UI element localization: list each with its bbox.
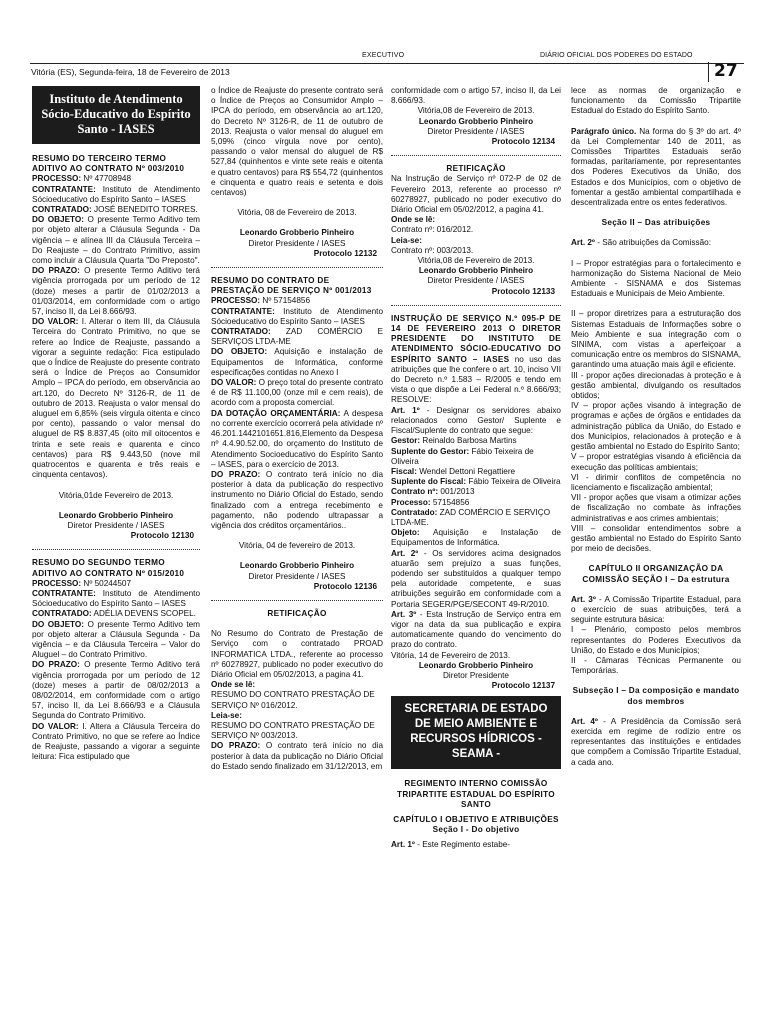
column-4 bbox=[571, 86, 741, 768]
value-clause: DO VALOR: I. Altera a Cláusula Terceira do Contrato Primitivo, no que se refere ao Índice de Reajuste, passando a vigorar a seguinte leitura: Fica estipulado que bbox=[32, 721, 200, 762]
object-clause: DO OBJETO: O presente Termo Aditivo tem por objeto alterar a Cláusula Segunda - Da vigência – e da Cláusula Terceira – Valor do Aluguel – do Contrato Primitivo. bbox=[32, 619, 200, 660]
page-number: 27 bbox=[714, 61, 738, 81]
contractor-line: CONTRATANTE: Instituto de Atendimento Sócioeducativo do Espírito Santo – IASES bbox=[32, 588, 200, 609]
signer-name: Leonardo Grobberio Pinheiro bbox=[239, 561, 355, 571]
signer-role: Diretor Presidente / IASES bbox=[427, 126, 525, 136]
instruction-intro: INSTRUÇÃO DE SERVIÇO N.º 095-P DE 14 DE FEVEREIRO 2013 O DIRETOR PRESIDENTE DO INSTITUTO DE ATENDIMENTO SÓCIO-EDUCATIVO DO ESPÍRITO SANTO – IASES no uso das atribuições que lhe confere o art. 10, inciso VII do Decreto n.º 1.583 – R/2005 e tendo em vista o que dispõe a Lei Federal n.º 8.666/93; RESOLVE: bbox=[391, 313, 561, 405]
deputy-manager-line: Suplente do Gestor: Fábio Teixeira de Oliveira bbox=[391, 446, 534, 466]
signer-name: Leonardo Grobberio Pinheiro bbox=[239, 228, 355, 238]
article-title: RESUMO DO TERCEIRO TERMO ADITIVO AO CONTRATO Nº 003/2010 bbox=[32, 154, 185, 174]
read-as-label: Leia-se: bbox=[211, 710, 242, 720]
signer-role: Diretor Presidente / IASES bbox=[427, 276, 525, 286]
list-item: I – Plenário, composto pelos membros representantes do Poderes Executivos da União, do Estado e dos Municípios; bbox=[571, 625, 741, 655]
article-3: Art. 3º - Esta Instrução de Serviço entra em vigor na data da sua publicação e expira automaticamente quando do vencimento do prazo do contrato. bbox=[391, 609, 562, 650]
article-separator bbox=[391, 155, 561, 156]
article-1: Art. 1º - Este Regimento estabe- bbox=[391, 840, 511, 850]
manager-line: Gestor: Reinaldo Barbosa Martins bbox=[391, 436, 517, 446]
signature-block bbox=[391, 117, 561, 148]
publication-name: DIÁRIO OFICIAL DOS PODERES DO ESTADO bbox=[540, 52, 693, 59]
value-clause: DO VALOR: I. Alterar o item III, da Cláusula Terceira do Contrato Primitivo, no que se refere ao Índice de Reajuste, passando a vigorar a seguinte redação: Fica estipulado que o Índice de Reajuste do presente contrato será o Índice de Preços ao Consumidor Amplo – IPCA do período, em observância ao art.120, do Decreto Nº 3126-R, de 11 de outubro de 2013. Reajusta o valor mensal do aluguel em 6,85% (seis vírgula oitenta e cinco por cento), passando o valor mensal do aluguel de R$ 8.837,45 (oito mil oitocentos e trinta e sete reais e quarenta e cinco centavos) para R$ 9.443,50 (nove mil quatrocentos e quarenta e três reais e cinquenta centavos). bbox=[32, 317, 200, 480]
article-4: Art. 4º - A Presidência da Comissão será exercida em regime de rodízio entre os representantes das instituições e entidades que compõem a Comissão Tripartite Estadual, a cada ano. bbox=[571, 716, 742, 767]
list-item: VIII – consolidar entendimentos sobre a gestão ambiental no Estado do Espírito Santo por meio de decisões. bbox=[571, 523, 741, 554]
object-clause: DO OBJETO: Aquisição e instalação de Equipamentos de Informática, conforme especificações contidas no Anexo I bbox=[211, 347, 383, 377]
process-line: Processo: 57154856 bbox=[391, 497, 470, 507]
list-item: V – propor estratégias visando à eficiência da execução das políticas ambientais; bbox=[571, 452, 741, 472]
term-clause: DO PRAZO: O presente Termo Aditivo terá vigência prorrogada por um período de 12 (doze) meses a partir de 01/02/2013 a 01/03/2014, em conformidade com o artigo 57, inciso II, da Lei 8.666/93. bbox=[32, 266, 200, 317]
signer-name: Leonardo Grobberio Pinheiro bbox=[418, 660, 534, 670]
where-reads-text: RESUMO DO CONTRATO PRESTAÇÃO DE SERVIÇO Nº 016/2012. bbox=[211, 690, 375, 710]
read-as-text: Contrato nº: 003/2013. bbox=[391, 245, 474, 255]
contracted-line: CONTRATADO: ADÉLIA DEVENS SCOPEL. bbox=[32, 609, 196, 619]
regulation-title: REGIMENTO INTERNO COMISSÃO TRIPARTITE ESTADUAL DO ESPÍRITO SANTO bbox=[397, 779, 555, 809]
rectification-body: No Resumo do Contrato de Prestação de Serviço com o contratado PROAD INFORMATICA LTDA., referente ao processo nº 60278927, publicado no poder executivo do Diário Oficial em 05/02/2013, a pagina 41. bbox=[211, 629, 383, 679]
article-separator bbox=[391, 305, 561, 306]
signature-block bbox=[391, 661, 561, 692]
section-label: EXECUTIVO bbox=[362, 52, 405, 59]
list-item: I – Propor estratégias para o fortalecimento e harmonização do Sistema Nacional de Meio Ambiente - SISNAMA e dos Sistemas Estaduais e Municipais de Meio Ambiente. bbox=[571, 258, 741, 299]
protocol-number: Protocolo 12130 bbox=[130, 531, 194, 541]
process-line: PROCESSO: Nº 50244507 bbox=[32, 578, 132, 588]
rectification-title: RETIFICAÇÃO bbox=[446, 164, 506, 174]
signature-block bbox=[211, 228, 383, 259]
article-separator bbox=[211, 600, 383, 601]
signer-role: Diretor Presidente / IASES bbox=[67, 520, 165, 530]
article-2: Art. 2º - São atribuições da Comissão: bbox=[571, 238, 711, 248]
signer-name: Leonardo Grobberio Pinheiro bbox=[418, 266, 534, 276]
signature-block bbox=[211, 561, 383, 592]
list-item: III - propor ações direcionadas à proteção e à gestão ambiental, divulgando os resultados obtidos; bbox=[571, 370, 741, 401]
budget-clause: DA DOTAÇÃO ORÇAMENTÁRIA: A despesa no corrente exercício ocorrerá pela atividade nº 46.201.1442101651.816,Elemento da Despesa nº 4.4.90.52.00, do orçamento do Instituto de Atendimento Socioeducativo do Espírito Santo – IASES, para o exercício de 2013. bbox=[211, 408, 383, 469]
contractor-line: CONTRATANTE: Instituto de Atendimento Sócioeducativo do Espírito Santo – IASES bbox=[211, 306, 383, 326]
list-item: IV – propor ações visando à integração de programas e ações de órgãos e entidades da administração pública da União, do Estado e dos Municípios, relacionados à proteção e à gestão ambiental no Estado do Espírito Santo; bbox=[571, 401, 741, 452]
seama-banner: SECRETARIA DE ESTADO DE MEIO AMBIENTE E RECURSOS HÍDRICOS - SEAMA - bbox=[391, 696, 561, 769]
column-3 bbox=[391, 86, 561, 851]
where-reads-label: Onde se lê: bbox=[211, 680, 256, 690]
protocol-number: Protocolo 12134 bbox=[491, 137, 555, 147]
where-reads-label: Onde se lê: bbox=[391, 215, 436, 225]
chapter-heading: CAPÍTULO II ORGANIZAÇÃO DA COMISSÃO SEÇÃO I – Da estrutura bbox=[582, 564, 730, 584]
chapter-heading: CAPÍTULO I OBJETIVO E ATRIBUIÇÕES Seção I - Do objetivo bbox=[393, 814, 559, 835]
contracted-line: CONTRATADO: ZAD COMÉRCIO E SERVIÇOS LTDA-ME bbox=[211, 327, 383, 347]
contract-number-line: Contrato nº: 001/2013 bbox=[391, 487, 475, 497]
object-line: Objeto: Aquisição e Instalação de Equipamentos de Informática. bbox=[391, 528, 561, 548]
signature-block bbox=[32, 511, 200, 542]
article-3: Art. 3º - A Comissão Tripartite Estadual, para o exercício de suas atribuições, terá a seguinte estrutura básica: bbox=[571, 594, 741, 625]
signature-date: Vitória,08 de Fevereiro de 2013. bbox=[417, 256, 535, 266]
term-clause: DO PRAZO: O contrato terá início no dia posterior à data da publicação no Diário Oficial do Estado sendo finalizado em 31/12/2013, em bbox=[211, 741, 383, 771]
read-as-text: RESUMO DO CONTRATO PRESTAÇÃO DE SERVIÇO Nº 003/2013. bbox=[211, 720, 375, 741]
deputy-inspector-line: Suplente do Fiscal: Fábio Teixeira de Oliveira bbox=[391, 477, 561, 487]
protocol-number: Protocolo 12136 bbox=[313, 581, 377, 591]
column-2 bbox=[211, 86, 383, 772]
signature-date: Vitória, 08 de Fevereiro de 2013. bbox=[237, 208, 357, 218]
process-line: PROCESSO: Nº 47708948 bbox=[32, 174, 132, 184]
article-title: RESUMO DO CONTRATO DE PRESTAÇÃO DE SERVIÇO Nº 001/2013 bbox=[211, 276, 372, 296]
page-number-divider bbox=[708, 62, 709, 82]
article-2: Art. 2º - Os servidores acima designados atuarão sem prejuízo a suas funções, podendo ser substituídos a qualquer tempo pela autoridade competente, e suas atribuições seguirão em conformidade com a Portaria SEGER/PGE/SECONT 49-R/2010. bbox=[391, 548, 561, 609]
read-as-label: Leia-se: bbox=[391, 235, 422, 245]
signature-date: Vitória,08 de Fevereiro de 2013. bbox=[417, 106, 535, 116]
article-1: Art. 1º - Designar os servidores abaixo relacionados como Gestor/ Suplente e Fiscal/Suplente do contrato que segue: bbox=[391, 405, 561, 436]
list-item: II - Câmaras Técnicas Permanente ou Temporárias. bbox=[571, 655, 741, 676]
section-heading: Seção II – Das atribuições bbox=[601, 218, 711, 228]
article-separator bbox=[32, 549, 200, 550]
protocol-number: Protocolo 12132 bbox=[313, 248, 377, 258]
issue-date: Vitória (ES), Segunda-feira, 18 de Fevereiro de 2013 bbox=[31, 67, 230, 77]
process-line: PROCESSO: Nº 57154856 bbox=[211, 296, 311, 306]
column-1 bbox=[32, 86, 200, 762]
signer-role: Diretor Presidente bbox=[443, 670, 509, 680]
signature-date: Vitória,01de Fevereiro de 2013. bbox=[58, 490, 174, 500]
protocol-number: Protocolo 12133 bbox=[491, 286, 555, 296]
signature-date: Vitória, 14 de Fevereiro de 2013. bbox=[391, 650, 511, 660]
term-clause: DO PRAZO: O presente Termo Aditivo terá vigência prorrogada por um período de 12 (doze) meses a partir de 08/02/2013 a 08/02/2014, em conformidade com o artigo 57, inciso II, da Lei 8.666/93 e a Cláusula Segunda do Contrato Primitivo. bbox=[32, 660, 200, 721]
list-item: VI - dirimir conflitos de competência no licenciamento e fiscalização ambiental; bbox=[571, 472, 741, 492]
sole-paragraph: Parágrafo único. Na forma do § 3º do art. 4º da Lei Complementar 140 de 2011, as Comissões Tripartites Estaduais serão formadas, paritariamente, por representantes dos Poderes Executivos da União, dos Estados e dos Municípios, com o objetivo de fomentar a gestão ambiental compartilhada e descentralizada entre os entes federativos. bbox=[571, 126, 742, 208]
where-reads-text: Contrato nº: 016/2012. bbox=[391, 225, 474, 235]
inspector-line: Fiscal: Wendel Dettoni Regattiere bbox=[391, 466, 516, 476]
continued-text: o Índice de Reajuste do presente contrato será o Índice de Preços ao Consumidor Amplo – IPCA do período, em observância ao art.120, do Decreto Nº 3126-R, de 11 de outubro de 2013. Reajusta o valor mensal do aluguel em 5,09% (cinco vírgula nove por cento), passando o valor mensal do aluguel de R$ 527,84 (quinhentos e vinte sete reais e oitenta e quatro centavos) para R$ 554,72 (quinhentos e cinquenta e quatro reais e setenta e dois centavos) bbox=[211, 86, 383, 198]
value-clause: DO VALOR: O preço total do presente contrato é de R$ 11.100,00 (onze mil e cem reais), de acordo com a proposta comercial. bbox=[211, 378, 383, 408]
article-title: RESUMO DO SEGUNDO TERMO ADITIVO AO CONTRATO Nº 015/2010 bbox=[32, 558, 185, 578]
signer-role: Diretor Presidente / IASES bbox=[248, 571, 346, 581]
contracted-line: CONTRATADO: JOSÉ BENEDITO TORRES. bbox=[32, 205, 198, 215]
object-clause: DO OBJETO: O presente Termo Aditivo tem por objeto alterar a Cláusula Segunda - Da vigência – e alínea III da Cláusula Terceira – Do Reajuste – do Contrato Primitivo, assim como incluir a Cláusula Quarta "Do Preposto". bbox=[32, 215, 200, 266]
contractor-line: CONTRATANTE: Instituto de Atendimento Sócioeducativo do Espírito Santo – IASES bbox=[32, 184, 200, 204]
rectification-body: Na Instrução de Serviço nº 072-P de 02 de Fevereiro 2013, referente ao processo nº 60278927, publicado no poder executivo do Diário Oficial em 05/02/2012, a pagina 41. bbox=[391, 174, 561, 215]
signer-name: Leonardo Grobberio Pinheiro bbox=[418, 116, 534, 126]
iases-banner: Instituto de Atendimento Sócio-Educativo do Espírito Santo - IASES bbox=[32, 86, 200, 144]
term-clause: DO PRAZO: O contrato terá início no dia posterior à data da publicação do respectivo instrumento no Diário Oficial do Estado, sendo finalizado com a entrega recebimento e pagamento, não podendo ultrapassar a vigência dos créditos orçamentários.. bbox=[211, 469, 383, 530]
protocol-number: Protocolo 12137 bbox=[491, 681, 555, 691]
contracted-line: Contratado: ZAD COMÉRCIO E SERVIÇO LTDA-ME. bbox=[391, 507, 551, 527]
list-item: VII - propor ações que visam a otimizar ações de fiscalização no combate às infrações administrativas e aos crimes ambientais; bbox=[571, 493, 741, 523]
signer-name: Leonardo Grobberio Pinheiro bbox=[58, 510, 174, 520]
rectification-title: RETIFICAÇÃO bbox=[267, 608, 327, 618]
signature-date: Vitória, 04 de fevereiro de 2013. bbox=[238, 541, 356, 551]
article-separator bbox=[211, 267, 383, 268]
subsection-heading: Subseção I – Da composição e mandato dos membros bbox=[572, 686, 740, 706]
signature-block bbox=[391, 266, 561, 297]
continued-text: conformidade com o artigo 57, inciso II, da Lei 8.666/93. bbox=[391, 86, 561, 106]
continued-text: lece as normas de organização e funcionamento da Comissão Tripartite Estadual do Estado do Espírito Santo. bbox=[571, 86, 741, 116]
header-rule bbox=[30, 63, 744, 64]
signer-role: Diretor Presidente / IASES bbox=[248, 238, 346, 248]
list-item: II – propor diretrizes para a estruturação dos Sistemas Estaduais de Informações sobre o Meio Ambiente e sua integração com o SINIMA, com vistas a aperfeiçoar a comunicação entre os membros do SISNAMA, garantindo uma atuação mais ágil e eficiente. bbox=[571, 309, 741, 370]
